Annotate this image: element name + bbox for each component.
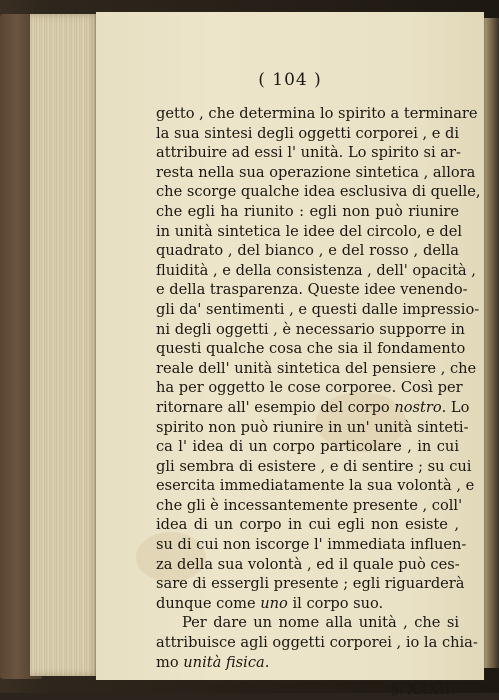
italic-text: unità fisica <box>183 653 265 671</box>
text-line <box>156 555 459 575</box>
text-segment: resta nella sua operazione sintetica , allora <box>156 163 476 181</box>
facing-page-edge <box>484 18 499 668</box>
text-segment: la sua sintesi degli oggetti corporei , e di <box>156 124 460 142</box>
text-segment: che scorge qualche idea esclusiva di quelle, <box>156 183 481 201</box>
text-segment: in unità sintetica le idee del circolo, e del <box>156 222 463 240</box>
text-segment: ha per oggetto le cose corporee. Così per <box>156 379 463 397</box>
text-line <box>156 359 477 379</box>
text-segment: spirito non può riunire in un' unità sinteti- <box>156 418 469 436</box>
text-line <box>156 339 466 359</box>
text-line <box>156 143 459 163</box>
text-segment: idea di un corpo in cui egli non esiste , <box>156 516 459 534</box>
text-line <box>156 261 476 281</box>
text-line <box>156 633 478 653</box>
book-page <box>96 12 484 699</box>
text-segment: Per dare un nome alla unità , che si <box>182 614 459 632</box>
text-line <box>156 398 470 418</box>
text-line <box>156 104 478 124</box>
italic-text: uno <box>260 594 288 612</box>
text-line <box>156 280 468 300</box>
text-segment: attribuisce agli oggetti corporei , io la chia- <box>156 634 478 652</box>
text-line <box>156 300 480 320</box>
text-line <box>156 437 459 457</box>
text-line <box>156 222 463 242</box>
text-segment: gli da' sentimenti , e questi dalle impressio- <box>156 300 480 318</box>
text-line <box>156 496 463 516</box>
text-segment: gli sembra di esistere , e di sentire ; su cui <box>156 457 472 475</box>
text-segment: reale dell' unità sintetica del pensiere , che <box>156 359 477 377</box>
text-segment: . Lo <box>441 398 470 416</box>
text-segment: che egli ha riunito : egli non può riunire <box>156 202 459 220</box>
text-segment: su di cui non iscorge l' immediata influen- <box>156 536 467 554</box>
text-line <box>156 594 459 614</box>
text-segment: che gli è incessantemente presente , coll' <box>156 496 463 514</box>
section-heading: §. XXXII. <box>391 681 455 699</box>
italic-text: nostro <box>394 398 442 416</box>
text-line <box>156 457 472 477</box>
body-text <box>156 104 481 700</box>
text-segment: fluidità , e della consistenza , dell' opacità , <box>156 261 476 279</box>
page-number: ( 104 ) <box>258 70 322 90</box>
text-segment: sare di essergli presente ; egli riguarderà <box>156 575 465 593</box>
text-segment: za della sua volontà , ed il quale può ces- <box>156 555 460 573</box>
text-line <box>156 202 459 222</box>
text-line <box>156 613 459 633</box>
text-segment: ni degli oggetti , è necessario supporre in <box>156 320 465 338</box>
text-line <box>156 320 465 340</box>
text-line <box>156 476 475 496</box>
text-line <box>156 535 467 555</box>
text-segment: . <box>264 653 270 671</box>
text-segment: attribuire ad essi l' unità. Lo spirito si ar- <box>156 144 461 162</box>
text-segment: quadrato , del bianco , e del rosso , della <box>156 242 459 260</box>
text-segment: mo <box>156 653 184 671</box>
text-segment: ca l' idea di un corpo particolare , in cui <box>156 438 459 456</box>
text-segment: il corpo suo. <box>287 594 384 612</box>
text-segment: e della trasparenza. Queste idee venendo- <box>156 281 468 299</box>
text-line <box>156 418 469 438</box>
text-line <box>156 124 459 144</box>
text-line <box>156 515 459 535</box>
text-segment: ritornare all' esempio del corpo <box>156 398 395 416</box>
text-segment: questi qualche cosa che sia il fondamento <box>156 340 466 358</box>
page-stack-edges <box>30 14 100 676</box>
text-line <box>156 378 463 398</box>
text-line <box>156 241 459 261</box>
text-line <box>156 574 465 594</box>
text-line <box>156 653 459 673</box>
text-line <box>156 182 481 202</box>
text-segment: dunque come <box>156 594 261 612</box>
text-line <box>156 163 476 183</box>
text-segment: getto , che determina lo spirito a terminare <box>156 105 478 122</box>
text-segment: esercita immediatamente la sua volontà , e <box>156 477 475 495</box>
